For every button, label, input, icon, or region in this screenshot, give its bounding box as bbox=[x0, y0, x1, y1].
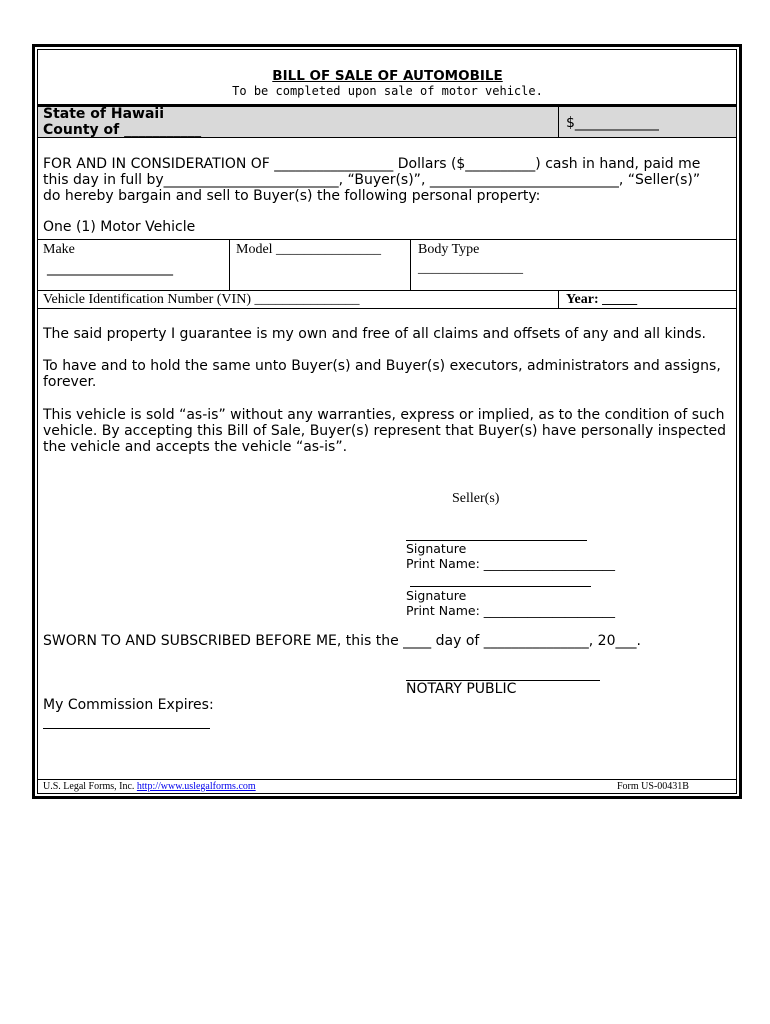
footer-company-name: U.S. Legal Forms, Inc. bbox=[43, 781, 135, 792]
vehicle-table-mid-rule bbox=[38, 290, 736, 291]
print-name-field-2[interactable]: Print Name: _____________________ bbox=[406, 603, 616, 618]
county-field[interactable]: County of ___________ bbox=[43, 122, 202, 138]
document-title: BILL OF SALE OF AUTOMOBILE bbox=[272, 68, 503, 84]
signature-label-2: Signature bbox=[406, 588, 467, 603]
guarantee-clause: The said property I guarantee is my own and free of all claims and offsets of any and all kinds. bbox=[43, 326, 707, 342]
asis-clause-line-3: the vehicle and accepts the vehicle “as-is”. bbox=[43, 439, 348, 455]
notary-public-label: NOTARY PUBLIC bbox=[406, 681, 517, 697]
signature-label-1: Signature bbox=[406, 541, 467, 556]
body-type-field[interactable]: _______________ bbox=[418, 261, 523, 276]
vehicle-table-divider-1 bbox=[229, 239, 230, 290]
vehicle-table-divider-2 bbox=[410, 239, 411, 290]
print-name-field-1[interactable]: Print Name: _____________________ bbox=[406, 556, 616, 571]
footer-rule bbox=[38, 779, 736, 780]
sellers-heading: Seller(s) bbox=[452, 491, 500, 506]
venue-divider bbox=[558, 104, 559, 138]
footer-company bbox=[43, 781, 256, 793]
hold-clause-line-2: forever. bbox=[43, 374, 97, 390]
asis-clause-line-2: vehicle. By accepting this Bill of Sale, Buyer(s) represent that Buyer(s) have personally inspected bbox=[43, 423, 727, 439]
vin-divider bbox=[558, 290, 559, 308]
state-label: State of Hawaii bbox=[43, 106, 165, 122]
vehicle-table-top-rule bbox=[38, 239, 736, 240]
year-field[interactable]: Year: _____ bbox=[566, 292, 638, 307]
model-field[interactable]: Model _______________ bbox=[236, 242, 382, 257]
footer-form-id: Form US-00431B bbox=[617, 781, 689, 792]
amount-field[interactable]: $____________ bbox=[566, 115, 659, 131]
make-label: Make bbox=[43, 242, 75, 257]
body-type-label: Body Type bbox=[418, 242, 480, 257]
consideration-line-3: do hereby bargain and sell to Buyer(s) the following personal property: bbox=[43, 188, 541, 204]
consideration-line-2: this day in full by_________________________, “Buyer(s)”, ___________________________, “Seller(s)” bbox=[43, 172, 701, 188]
document-subtitle: To be completed upon sale of motor vehicle. bbox=[232, 84, 543, 98]
footer-url-link[interactable]: http://www.uslegalforms.com bbox=[136, 781, 256, 792]
commission-expires-label: My Commission Expires: bbox=[43, 697, 214, 713]
consideration-line-1: FOR AND IN CONSIDERATION OF _________________ Dollars ($__________) cash in hand, paid me bbox=[43, 156, 701, 172]
vin-field[interactable]: Vehicle Identification Number (VIN) _______________ bbox=[43, 292, 360, 307]
commission-expires-line[interactable] bbox=[43, 728, 210, 729]
hold-clause-line-1: To have and to hold the same unto Buyer(s) and Buyer(s) executors, administrators and assigns, bbox=[43, 358, 721, 374]
vehicle-heading: One (1) Motor Vehicle bbox=[43, 219, 196, 235]
sworn-statement: SWORN TO AND SUBSCRIBED BEFORE ME, this the ____ day of _______________, 20___. bbox=[43, 633, 641, 649]
asis-clause-line-1: This vehicle is sold “as-is” without any warranties, express or implied, as to the condition of such bbox=[43, 407, 725, 423]
vehicle-table-bottom-rule bbox=[38, 308, 736, 309]
signature-line-2[interactable] bbox=[410, 586, 591, 587]
make-field[interactable]: __________________ bbox=[47, 260, 173, 276]
